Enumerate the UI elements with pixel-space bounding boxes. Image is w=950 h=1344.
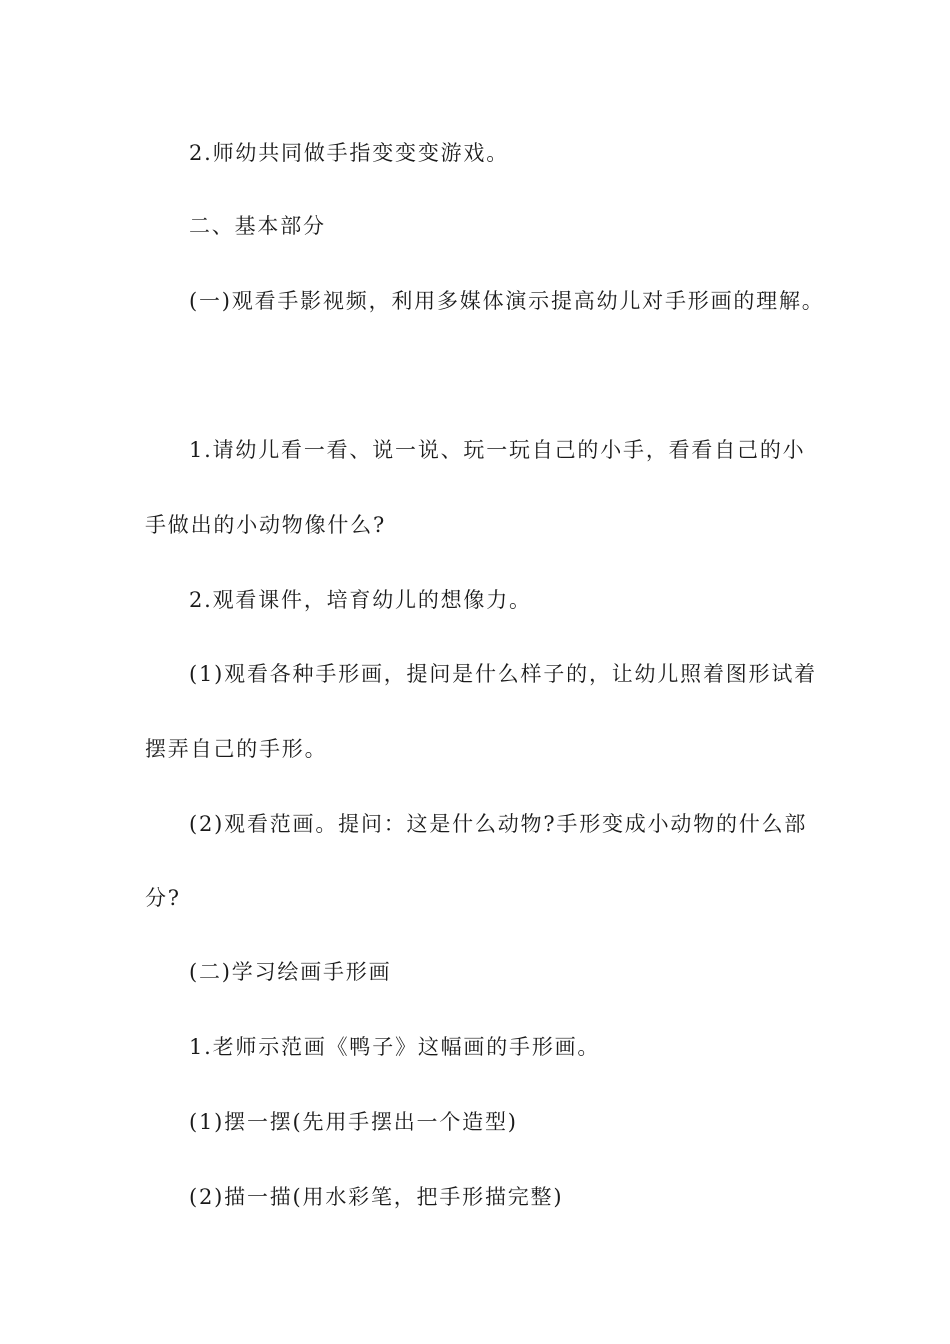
paragraph-line: (2)描一描(用水彩笔，把手形描完整) (189, 1185, 564, 1209)
paragraph-line: (2)观看范画。提问：这是什么动物?手形变成小动物的什么部 (189, 812, 808, 836)
subsection-heading: (二)学习绘画手形画 (189, 960, 392, 984)
paragraph-line: 1.老师示范画《鸭子》这幅画的手形画。 (189, 1035, 601, 1059)
paragraph-line: (1)摆一摆(先用手摆出一个造型) (189, 1110, 518, 1134)
paragraph-line: (1)观看各种手形画，提问是什么样子的，让幼儿照着图形试着 (189, 662, 817, 686)
paragraph-line: 2.观看课件，培育幼儿的想像力。 (189, 588, 532, 612)
paragraph-line-continued: 摆弄自己的手形。 (145, 737, 328, 761)
paragraph-line-continued: 分? (145, 886, 181, 910)
paragraph-line-continued: 手做出的小动物像什么? (145, 513, 387, 537)
paragraph-line: 2.师幼共同做手指变变变游戏。 (189, 141, 510, 165)
subsection-heading: (一)观看手影视频，利用多媒体演示提高幼儿对手形画的理解。 (189, 289, 825, 313)
paragraph-line: 1.请幼儿看一看、说一说、玩一玩自己的小手，看看自己的小 (189, 438, 806, 462)
section-heading: 二、基本部分 (189, 214, 326, 238)
